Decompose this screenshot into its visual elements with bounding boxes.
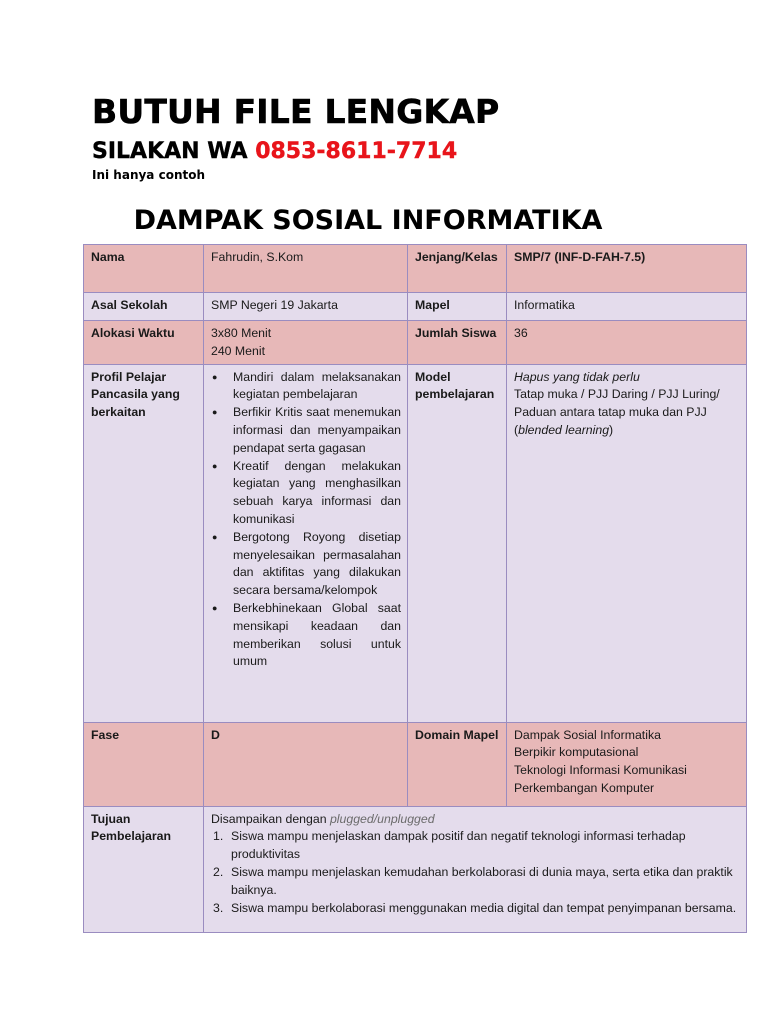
nama-value: Fahrudin, S.Kom [204,245,408,293]
tujuan-value [204,806,747,932]
alokasi-line-1: 3x80 Menit [211,326,272,340]
alokasi-line-2: 240 Menit [211,343,266,358]
item-text: Siswa mampu berkolaborasi menggunakan media digital dan tempat penyimpanan bersama. [231,900,737,915]
fase-value: D [204,722,408,806]
profil-list [211,369,401,672]
lesson-plan-table [83,244,747,933]
banner-phone: 0853-8611-7714 [255,139,458,164]
asal-sekolah-label: Asal Sekolah [84,293,204,321]
model-label: Model pembelajaran [408,364,507,722]
table-row [84,722,747,806]
domain-value [507,722,747,806]
list-item: Perkembangan Komputer [514,780,655,795]
jumlah-siswa-label: Jumlah Siswa [408,321,507,365]
banner-note: Ini hanya contoh [92,168,206,182]
item-number: 2. [213,864,224,879]
list-item: ● Berkebhinekaan Global saat mensikapi keadaan dan memberikan solusi untuk umum [211,600,401,671]
banner-subtitle [92,139,457,164]
jenjang-value: SMP/7 (INF-D-FAH-7.5) [507,245,747,293]
model-blended: blended learning [518,422,610,437]
list-item: ● Berfikir Kritis saat menemukan informasi dan menyampaikan pendapat serta gagasan [211,404,401,457]
list-item: Teknologi Informasi Komunikasi [514,763,687,778]
table-row [84,321,747,365]
table-row [84,293,747,321]
document-title [0,205,768,236]
model-line-2: Paduan antara tatap muka dan PJJ [514,405,707,420]
fase-label: Fase [84,722,204,806]
tujuan-intro-text: Disampaikan dengan [211,811,330,826]
mapel-label: Mapel [408,293,507,321]
item-number: 3. [213,900,224,915]
alokasi-waktu-value [204,321,408,365]
table-row [84,806,747,932]
profil-value [204,364,408,722]
tujuan-intro-italic: plugged/unplugged [329,811,435,826]
item-text: Siswa mampu menjelaskan dampak positif dan negatif teknologi informasi terhadap produktivitas [231,829,686,862]
list-item [211,900,740,918]
item-text: Siswa mampu menjelaskan kemudahan berkolaborasi di dunia maya, serta etika dan praktik baiknya. [231,864,733,897]
model-paren-open: ( [514,422,519,437]
list-item: ● Mandiri dalam melaksanakan kegiatan pembelajaran [211,369,401,405]
table-row [84,245,747,293]
list-item: Dampak Sosial Informatika [514,727,661,742]
tujuan-intro [211,811,740,829]
banner-subtitle-prefix: SILAKAN WA [92,139,256,164]
table-row [84,364,747,722]
profil-label: Profil Pelajar Pancasila yang berkaitan [84,364,204,722]
model-line-1: Tatap muka / PJJ Daring / PJJ Luring/ [514,387,720,402]
domain-label: Domain Mapel [408,722,507,806]
jumlah-siswa-value: 36 [507,321,747,365]
list-item [211,864,740,900]
banner-title: BUTUH FILE LENGKAP [92,92,500,131]
model-line-3 [514,422,740,440]
list-item: ● Kreatif dengan melakukan kegiatan yang menghasilkan sebuah karya informasi dan komunikasi [211,458,401,529]
document-title-text: DAMPAK SOSIAL INFORMATIKA [133,205,603,236]
list-item [211,828,740,864]
asal-sekolah-value: SMP Negeri 19 Jakarta [204,293,408,321]
model-paren-close: ) [609,422,614,437]
tujuan-label: Tujuan Pembelajaran [84,806,204,932]
model-value [507,364,747,722]
nama-label: Nama [84,245,204,293]
model-note: Hapus yang tidak perlu [514,369,640,384]
list-item: Berpikir komputasional [514,745,639,760]
list-item: ● Bergotong Royong disetiap menyelesaikan permasalahan dan aktifitas yang dilakukan secara bersama/kelompok [211,529,401,600]
mapel-value: Informatika [507,293,747,321]
jenjang-label: Jenjang/Kelas [408,245,507,293]
tujuan-list [211,828,740,917]
item-number: 1. [213,829,224,844]
alokasi-waktu-label: Alokasi Waktu [84,321,204,365]
